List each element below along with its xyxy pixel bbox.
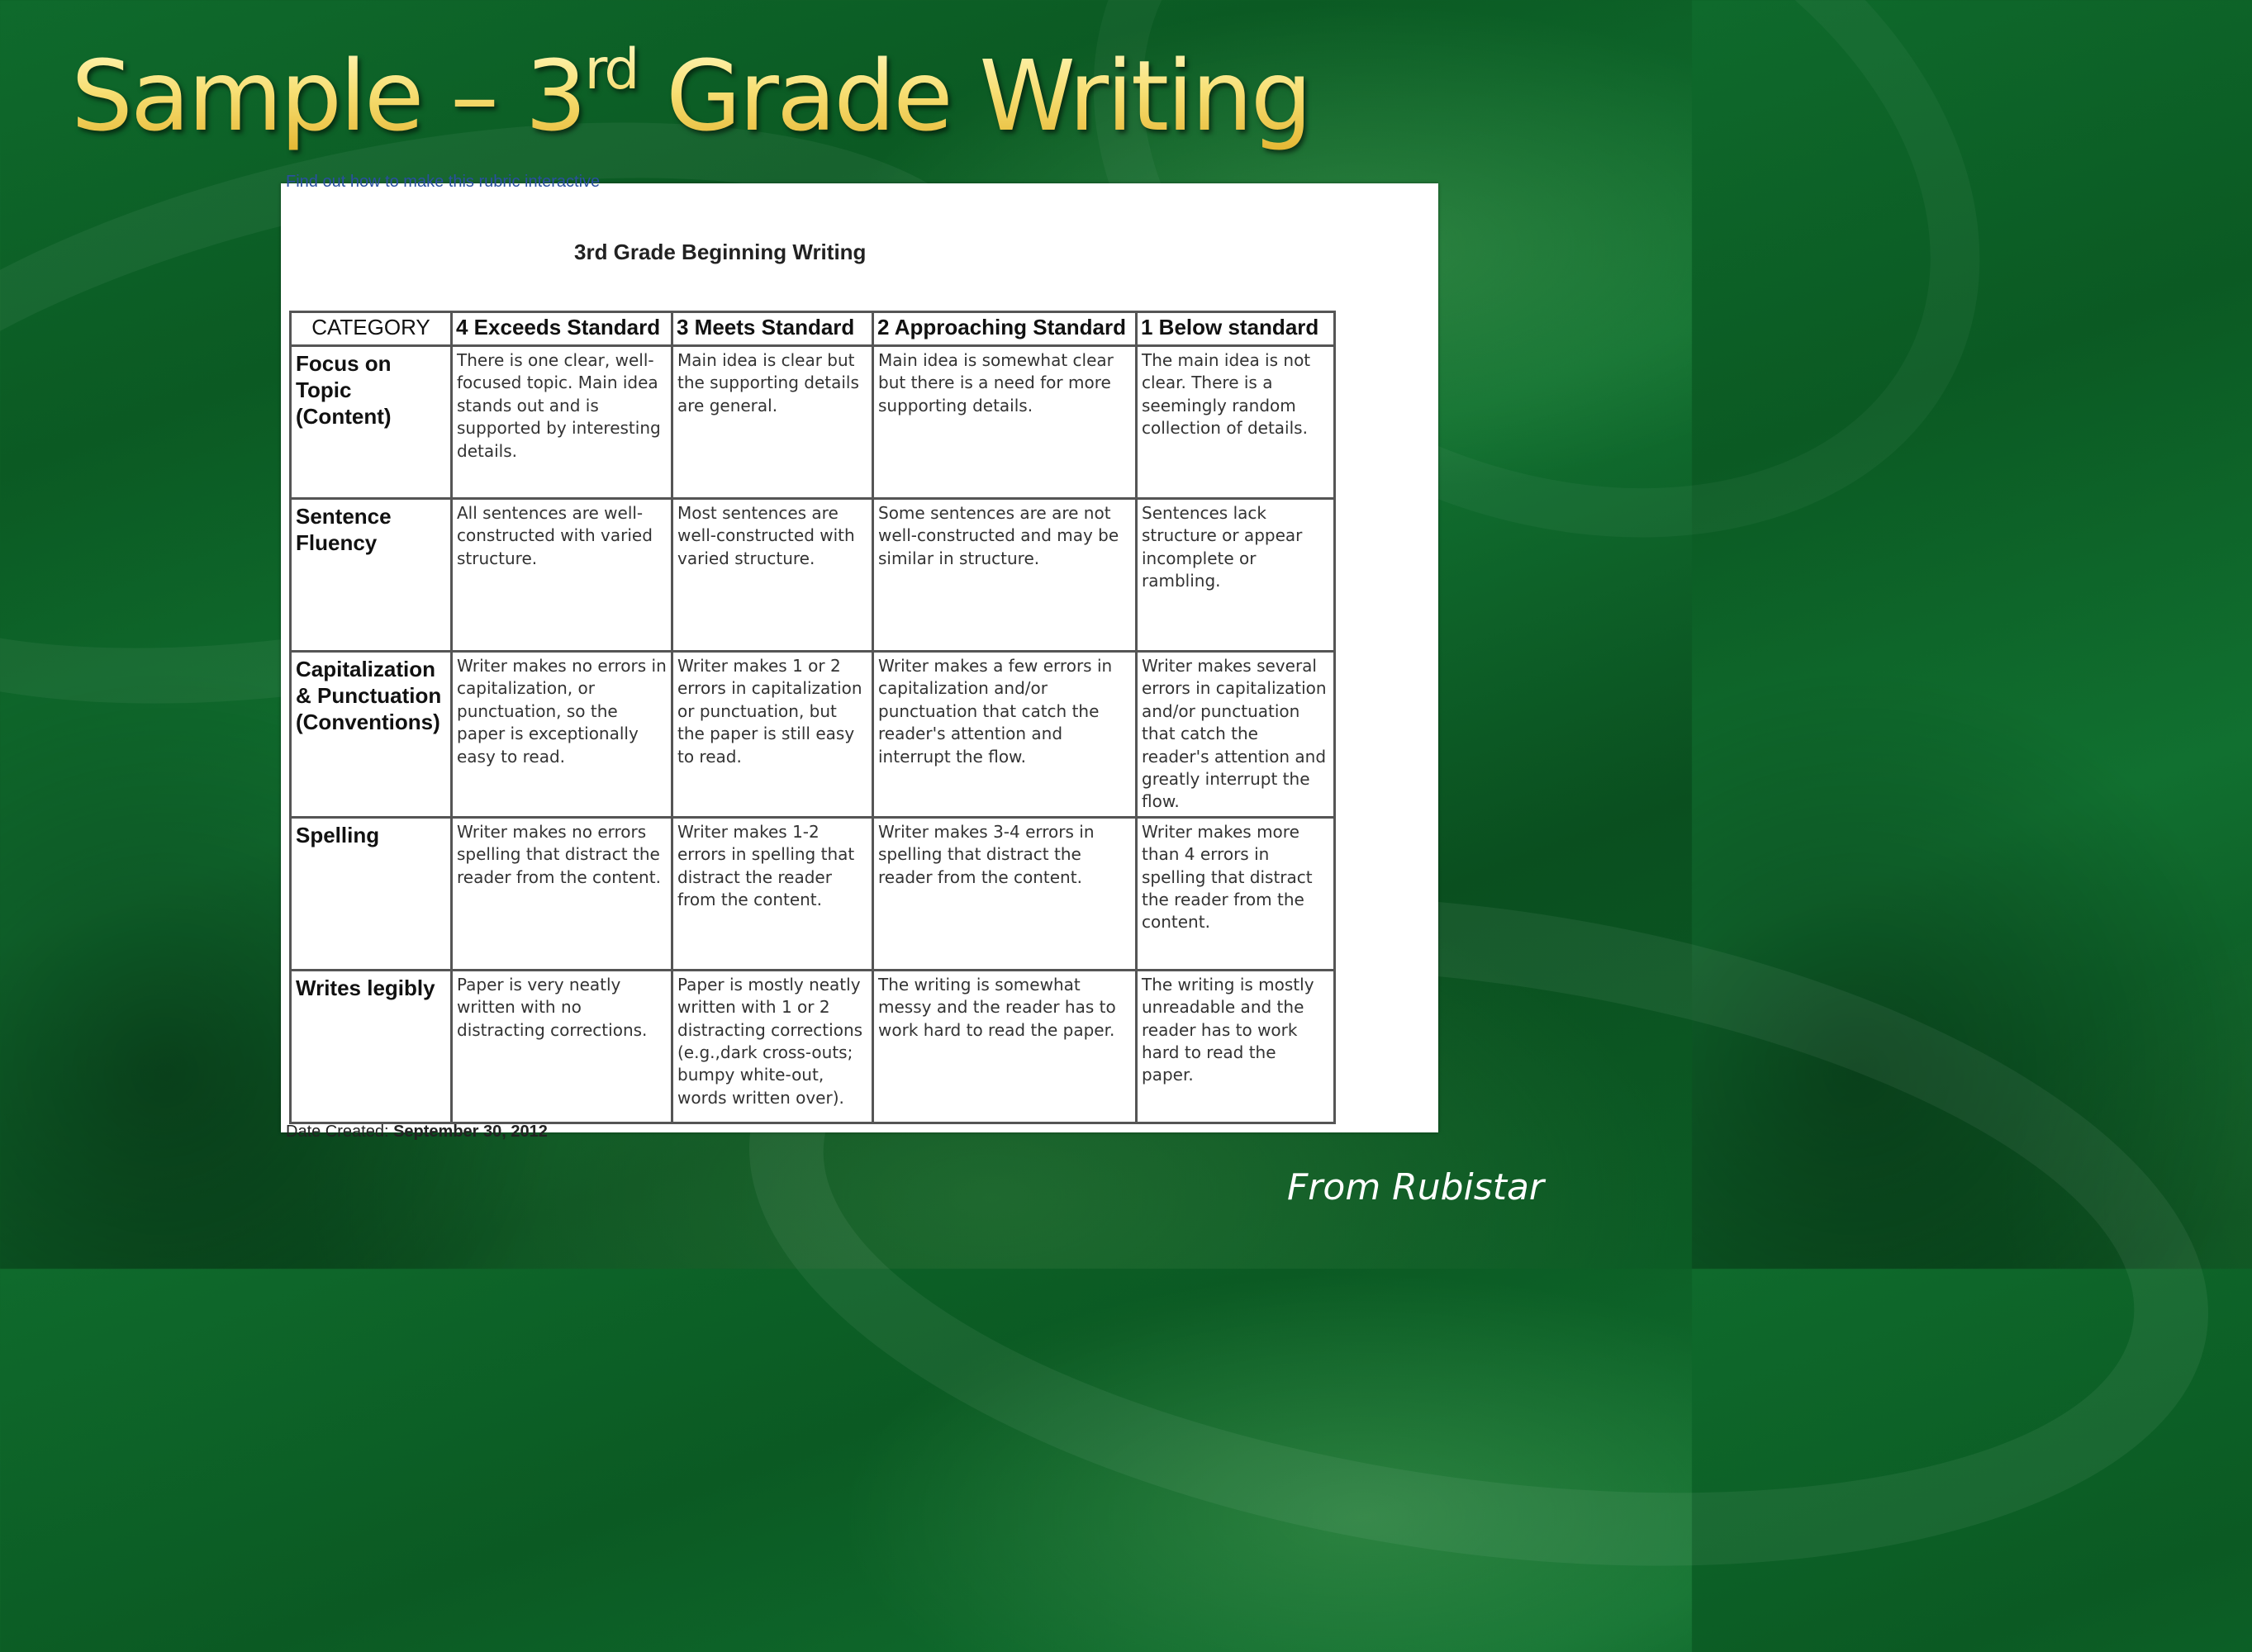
table-row [291,817,1335,970]
row-category: Spelling [291,817,452,970]
table-cell: Writer makes more than 4 errors in spelling that distract the reader from the content. [1137,817,1335,970]
row-category: Focus on Topic (Content) [291,346,452,499]
slide-title [71,37,1310,153]
source-credit: From Rubistar [1287,1166,1545,1208]
row-category: Sentence Fluency [291,499,452,652]
table-cell: Main idea is somewhat clear but there is a need for more supporting details. [873,346,1137,499]
table-row [291,970,1335,1123]
table-cell: Writer makes 3-4 errors in spelling that distract the reader from the content. [873,817,1137,970]
slide-title-text-end: Grade Writing [637,39,1310,153]
table-cell: Writer makes no errors in capitalization, or punctuation, so the paper is exceptionally easy to read. [452,652,672,818]
table-cell: The main idea is not clear. There is a seemingly random collection of details. [1137,346,1335,499]
table-cell: All sentences are well-constructed with varied structure. [452,499,672,652]
row-category: Writes legibly [291,970,452,1123]
table-cell: Writer makes 1 or 2 errors in capitalization or punctuation, but the paper is still easy to read. [672,652,873,818]
table-cell: Sentences lack structure or appear incomplete or rambling. [1137,499,1335,652]
header-exceeds-standard: 4 Exceeds Standard [452,312,672,346]
table-cell: Writer makes several errors in capitalization and/or punctuation that catch the reader's attention and greatly interrupt the flow. [1137,652,1335,818]
table-row [291,346,1335,499]
rubric-header-row [291,312,1335,346]
table-cell: Most sentences are well-constructed with varied structure. [672,499,873,652]
slide-title-superscript: rd [584,37,638,102]
interactive-rubric-link[interactable]: Find out how to make this rubric interactive [286,173,601,191]
table-cell: Writer makes 1-2 errors in spelling that distract the reader from the content. [672,817,873,970]
table-cell: Main idea is clear but the supporting details are general. [672,346,873,499]
date-created [286,1123,548,1142]
row-category: Capitalization & Punctuation (Conventions) [291,652,452,818]
rubric-table [289,311,1336,1124]
rubric-document-image [281,173,1438,1141]
table-row [291,652,1335,818]
table-cell: Paper is mostly neatly written with 1 or 2 distracting corrections (e.g.,dark cross-outs; bumpy white-out, words written over). [672,970,873,1123]
date-created-value: September 30, 2012 [393,1123,548,1141]
table-cell: Paper is very neatly written with no distracting corrections. [452,970,672,1123]
table-cell: Writer makes no errors spelling that distract the reader from the content. [452,817,672,970]
table-row [291,499,1335,652]
table-cell: The writing is somewhat messy and the reader has to work hard to read the paper. [873,970,1137,1123]
header-below-standard: 1 Below standard [1137,312,1335,346]
header-category: CATEGORY [291,312,452,346]
header-meets-standard: 3 Meets Standard [672,312,873,346]
table-cell: Some sentences are are not well-constructed and may be similar in structure. [873,499,1137,652]
table-cell: Writer makes a few errors in capitalization and/or punctuation that catch the reader's attention and interrupt the flow. [873,652,1137,818]
date-created-label: Date Created: [286,1123,394,1141]
table-cell: The writing is mostly unreadable and the reader has to work hard to read the paper. [1137,970,1335,1123]
rubric-title: 3rd Grade Beginning Writing [574,240,867,264]
table-cell: There is one clear, well-focused topic. Main idea stands out and is supported by interesting details. [452,346,672,499]
header-approaching-standard: 2 Approaching Standard [873,312,1137,346]
slide-title-text: Sample – 3 [71,39,585,153]
